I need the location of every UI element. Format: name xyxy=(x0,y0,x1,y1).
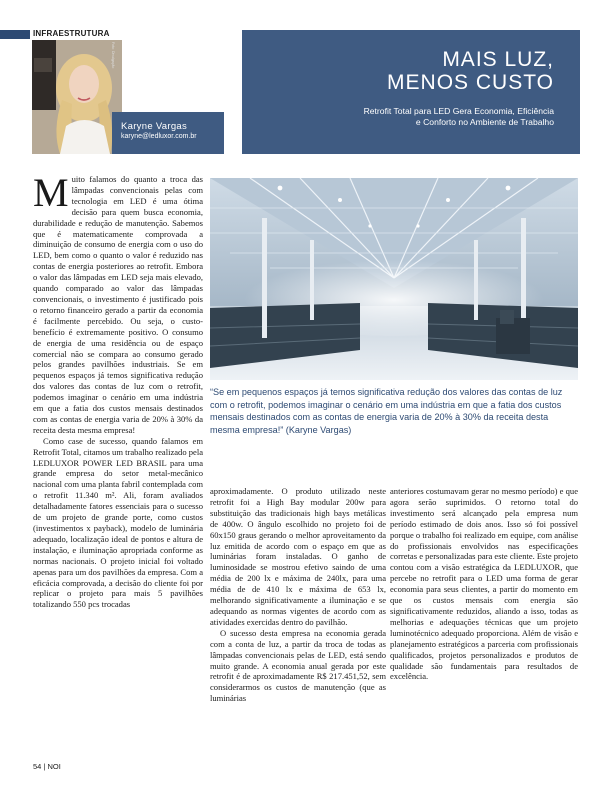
article-paragraph-4: O sucesso desta empresa na economia gerada com a conta de luz, a partir da troca de todas as lâmpadas convencionais pelas de LED, está sendo muito grande. A economia anual gerada por este retrofit é de aproximadamente R$ 217.451,52, sem considerarmos os custos de manutenção (que as luminárias xyxy=(210,627,386,704)
photo-credit: Foto: Divulgação xyxy=(111,42,115,69)
article-paragraph-3: aproximadamente. O produto utilizado neste retrofit foi a High Bay modular 200w para substituição das tradicionais high bays metálicas de 400w. O ângulo escolhido no projeto foi de 60x150 graus gerando o melhor aproveitamento da luz emitida de acordo com o espaço em que as luminárias foram instaladas. O ganho de luminosidade se mostrou efetivo saindo de uma média de 200 lx e máxima de 240lx, para uma média de de 410 lx e máxima de 653 lx, melhorando significativamente a iluminação e se adequando as normas vigentes de acordo com as atividades exercidas dentro do pavilhão. xyxy=(210,486,386,627)
article-title-line-1: MAIS LUZ, xyxy=(442,48,554,71)
article-subtitle xyxy=(242,106,554,128)
subtitle-line-2: e Conforto no Ambiente de Trabalho xyxy=(415,117,554,127)
section-label: INFRAESTRUTURA xyxy=(33,29,110,38)
warehouse-image xyxy=(210,178,578,380)
article-paragraph-2: Como case de sucesso, quando falamos em Retrofit Total, citamos um trabalho realizado pela LEDLUXOR POWER LED BRASIL para uma grande empresa do setor metal-mecânico nacional com uma planta fabril contemplada com o retrofit 11.340 m². Ali, foram avaliados detalhadamente fatores essenciais para o sucesso de um projeto de grande porte, como custos (investimentos x payback), modelo de luminária adequado, localização ideal de pontos e altura de instalação, e iluminação apropriada conforme as normas nacionais. O projeto inicial foi voltado apenas para um dos pavilhões da empresa. Com a eficácia comprovada, a decisão do cliente foi por replicar o projeto para mais 5 pavilhões totalizando 550 pcs trocadas xyxy=(33,435,203,610)
pull-quote: “Se em pequenos espaços já temos significativa redução dos valores das contas de luz com o retrofit, podemos imaginar o cenário em uma indústria em que a fatia dos custos mensais destinados com as contas de energia varia de 20% à 30% da receita desta mesma empresa!” (Karyne Vargas) xyxy=(210,387,563,435)
page-folio: 54 | NOI xyxy=(33,762,61,771)
article-column-3 xyxy=(390,486,578,682)
author-portrait-image xyxy=(32,40,122,154)
title-box xyxy=(242,30,580,154)
author-photo xyxy=(32,40,122,154)
author-name: Karyne Vargas xyxy=(121,121,188,132)
article-column-2 xyxy=(210,486,386,704)
subtitle-line-1: Retrofit Total para LED Gera Economia, Eficiência xyxy=(363,106,554,116)
article-column-1 xyxy=(33,170,203,610)
section-color-bar xyxy=(0,30,30,39)
drop-cap: M xyxy=(33,170,69,215)
author-box xyxy=(112,112,224,154)
article-paragraph-1 xyxy=(33,170,203,436)
warehouse-photo xyxy=(210,178,578,380)
article-paragraph-5: anteriores costumavam gerar no mesmo período) e que agora serão suprimidos. O retorno total do investimento será alcançado pela empresa num período estimado de dois anos. Isso só foi possível porque o trabalho foi realizado em equipe, com análise do profissionais envolvidos nas especificações corretas e personalizadas para este cliente. Este projeto contou com a visão estratégica da LEDLUXOR, que percebe no retrofit para o LED uma forma de gerar economia para seus clientes, a partir do momento em que os custos mensais com energia são significativamente reduzidos, aliando a isso, todas as melhorias e adequações técnicas que um projeto luminotécnico adequado proporciona. Além de visão e planejamento estratégicos a parceria com profissionais qualificados, projetos personalizados e produtos de qualidade são fundamentais para resultados de excelência. xyxy=(390,486,578,682)
paragraph-1-text: uito falamos do quanto a troca das lâmpadas convencionais pelas com tecnologia em LED é uma ótima decisão para quem busca economia, durabilidade e redução de manutenção. Sabemos que é matematicamente comprovada a diminuição de consumo de energia com o uso do LED, bem como o quanto o valor é reduzido nas contas de energia posteriores ao retrofit. Embora o valor das lâmpadas em LED seja mais elevado, quando comparado ao valor das lâmpadas convencionais, o investimento é justificado pois o retorno financeiro gerado a partir da economia é facilmente percebido. Ou seja, o custo-benefício é extremamente positivo. O consumo de energia de uma residência ou de espaço comercial não se compara ao consumo gerado pelos grandes pavilhões industriais. Se em pequenos espaços já temos significativa redução dos valores das contas de luz com o retrofit, podemos imaginar o cenário em uma indústria em que a fatia dos custos mensais destinados com as contas de energia varia de 20% à 30% da receita desta mesma empresa! xyxy=(33,174,203,435)
article-title-line-2: MENOS CUSTO xyxy=(387,71,554,94)
author-email[interactable]: karyne@ledluxor.com.br xyxy=(121,133,197,140)
